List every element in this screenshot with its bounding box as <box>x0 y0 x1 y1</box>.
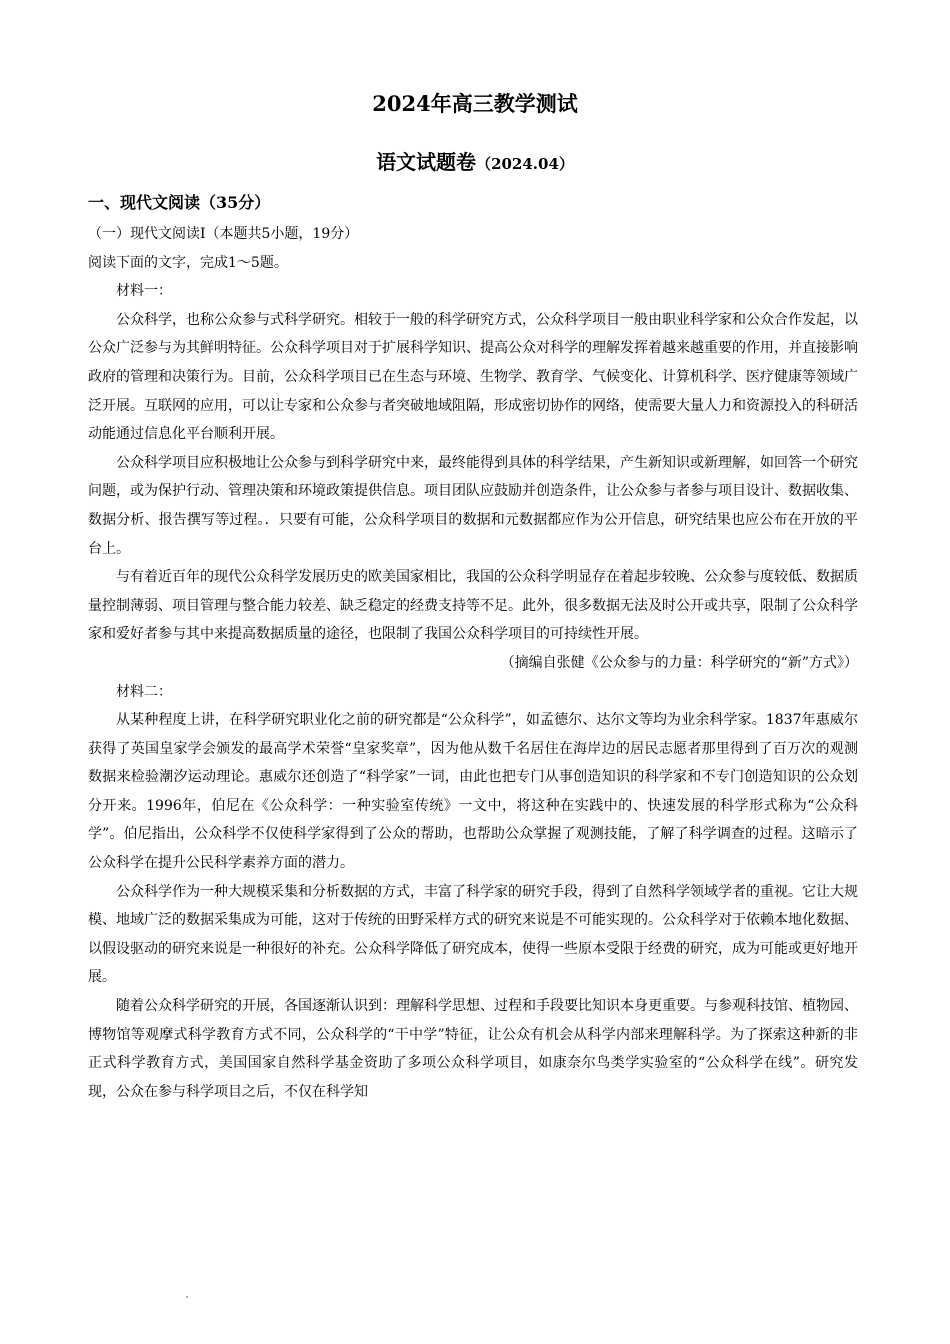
subtitle-date: （2024.04） <box>476 155 574 173</box>
material-1-paragraph: 与有着近百年的现代公众科学发展历史的欧美国家相比，我国的公众科学明显存在着起步较晚、公众参与度较低、数据质量控制薄弱、项目管理与整合能力较差、缺乏稳定的经费支持等不足。此外，很多数据无法及时公开或共享，限制了公众科学家和爱好者参与其中来提高数据质量的途径，也限制了我国公众科学项目的可持续性开展。 <box>88 569 858 643</box>
material-2-paragraph: 从某种程度上讲，在科学研究职业化之前的研究都是“公众科学”，如孟德尔、达尔文等均为业余科学家。1837年惠威尔获得了英国皇家学会颁发的最高学术荣誉“皇家奖章”，因为他从数千名居住在海岸边的居民志愿者那里得到了百万次的观测数据来检验潮汐运动理论。惠威尔还创造了“科学家”一词，由此也把专门从事创造知识的科学家和不专门创造知识的公众划分开来。1996年，伯尼在《公众科学：一种实验室传统》一文中，将这种在实践中的、快速发展的科学形式称为“公众科学”。伯尼指出，公众科学不仅使科学家得到了公众的帮助，也帮助公众掌握了观测技能，了解了科学调查的过程。这暗示了公众科学在提升公民科学素养方面的潜力。 <box>88 712 858 872</box>
scan-dot <box>186 1296 188 1298</box>
section-heading: 一、现代文阅读（35分） <box>88 193 271 212</box>
material-2-paragraph: 公众科学作为一种大规模采集和分析数据的方式，丰富了科学家的研究手段，得到了自然科学领域学者的重视。它让大规模、地域广泛的数据采集成为可能，这对于传统的田野采样方式的研究来说是不可能实现的。公众科学对于依赖本地化数据、以假设驱动的研究来说是一种很好的补充。公众科学降低了研究成本，使得一些原本受限于经费的研究，成为可能或更好地开展。 <box>88 883 858 986</box>
material-1-paragraph: 公众科学项目应积极地让公众参与到科学研究中来，最终能得到具体的科学结果，产生新知识或新理解，如回答一个研究问题，或为保护行动、管理决策和环境政策提供信息。项目团队应鼓励并创造条件，让公众参与者参与项目设计、数据收集、数据分析、报告撰写等过程。．只要有可能，公众科学项目的数据和元数据都应作为公开信息，研究结果也应公布在开放的平台上。 <box>88 454 858 557</box>
reading-instruction: 阅读下面的文字，完成1～5题。 <box>88 254 288 271</box>
material-1-paragraph: 公众科学，也称公众参与式科学研究。相较于一般的科学研究方式，公众科学项目一般由职业科学家和公众合作发起，以公众广泛参与为其鲜明特征。公众科学项目对于扩展科学知识、提高公众对科学的理解发挥着越来越重要的作用，并直接影响政府的管理和决策行为。目前，公众科学项目已在生态与环境、生物学、教育学、气候变化、计算机科学、医疗健康等领域广泛开展。互联网的应用，可以让专家和公众参与者突破地域阻隔，形成密切协作的网络，使需要大量人力和资源投入的科研活动能通过信息化平台顺利开展。 <box>88 311 858 443</box>
subsection-heading: （一）现代文阅读Ⅰ（本题共5小题，19分） <box>88 226 359 242</box>
exam-subtitle <box>0 148 950 178</box>
material-2-label: 材料二： <box>116 683 172 700</box>
exam-title: 2024年高三教学测试 <box>372 91 578 116</box>
reading-content <box>88 220 858 1106</box>
material-1-label: 材料一： <box>116 283 172 300</box>
material-1-source: （摘编自张健《公众参与的力量：科学研究的“新”方式》） <box>500 654 858 671</box>
material-2-paragraph: 随着公众科学研究的开展，各国逐渐认识到：理解科学思想、过程和手段要比知识本身更重要。与参观科技馆、植物园、博物馆等观摩式科学教育方式不同，公众科学的“干中学”特征，让公众有机会从科学内部来理解科学。为了探索这种新的非正式科学教育方式，美国国家自然科学基金资助了多项公众科学项目，如康奈尔鸟类学实验室的“公众科学在线”。研究发现，公众在参与科学项目之后，不仅在科学知 <box>88 998 858 1100</box>
subtitle-text: 语文试题卷 <box>376 150 477 174</box>
